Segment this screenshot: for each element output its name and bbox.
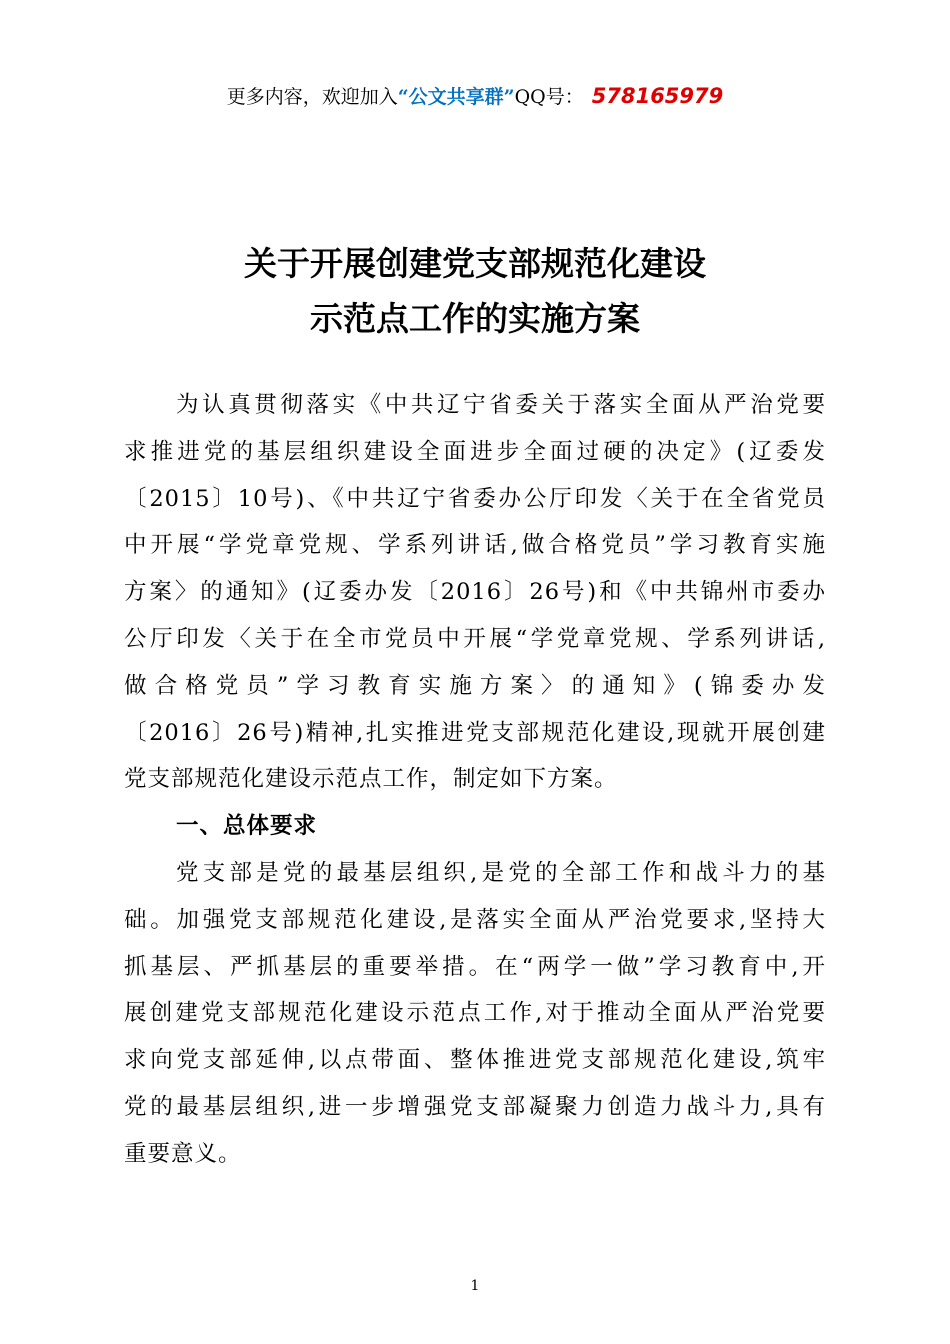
intro-line: 中开展“学党章党规、学系列讲话,做合格党员”学习教育实施 bbox=[124, 532, 826, 559]
section-line: 抓基层、严抓基层的重要举措。在“两学一做”学习教育中,开 bbox=[124, 953, 826, 980]
section-line: 展创建党支部规范化建设示范点工作,对于推动全面从严治党要 bbox=[124, 1000, 826, 1027]
section-heading: 一、总体要求 bbox=[176, 813, 318, 840]
title-line-1: 关于开展创建党支部规范化建设 bbox=[244, 244, 706, 283]
promo-header bbox=[0, 82, 950, 111]
intro-line: 做合格党员”学习教育实施方案〉的通知》(锦委办发 bbox=[124, 672, 826, 699]
section-line: 党的最基层组织,进一步增强党支部凝聚力创造力战斗力,具有 bbox=[124, 1093, 826, 1120]
promo-prefix: 更多内容，欢迎加入 bbox=[226, 86, 398, 108]
promo-qq-number: 578165979 bbox=[591, 84, 724, 108]
document-title bbox=[0, 236, 950, 346]
intro-line: 〔2015〕10号)、《中共辽宁省委办公厅印发〈关于在全省党员 bbox=[124, 485, 826, 512]
intro-line: 求推进党的基层组织建设全面进步全面过硬的决定》(辽委发 bbox=[124, 438, 826, 465]
promo-group-name: “公文共享群” bbox=[397, 86, 515, 108]
section-line: 党支部是党的最基层组织,是党的全部工作和战斗力的基 bbox=[176, 859, 826, 886]
section-1-paragraph bbox=[124, 850, 826, 1178]
section-line: 础。加强党支部规范化建设,是落实全面从严治党要求,坚持大 bbox=[124, 906, 826, 933]
intro-line: 方案〉的通知》(辽委办发〔2016〕26号)和《中共锦州市委办 bbox=[124, 579, 826, 606]
intro-paragraph bbox=[124, 382, 826, 803]
intro-line: 〔2016〕26号)精神,扎实推进党支部规范化建设,现就开展创建 bbox=[124, 719, 826, 746]
page-number: 1 bbox=[470, 1278, 480, 1294]
intro-line: 公厅印发〈关于在全市党员中开展“学党章党规、学系列讲话, bbox=[124, 625, 826, 652]
section-line: 重要意义。 bbox=[124, 1140, 242, 1167]
section-line: 求向党支部延伸,以点带面、整体推进党支部规范化建设,筑牢 bbox=[124, 1047, 826, 1074]
intro-line: 为认真贯彻落实《中共辽宁省委关于落实全面从严治党要 bbox=[176, 392, 826, 418]
title-line-2: 示范点工作的实施方案 bbox=[310, 299, 640, 338]
intro-line: 党支部规范化建设示范点工作，制定如下方案。 bbox=[124, 766, 618, 793]
document-body bbox=[124, 382, 826, 1178]
promo-qq-label: QQ号： bbox=[514, 86, 584, 108]
